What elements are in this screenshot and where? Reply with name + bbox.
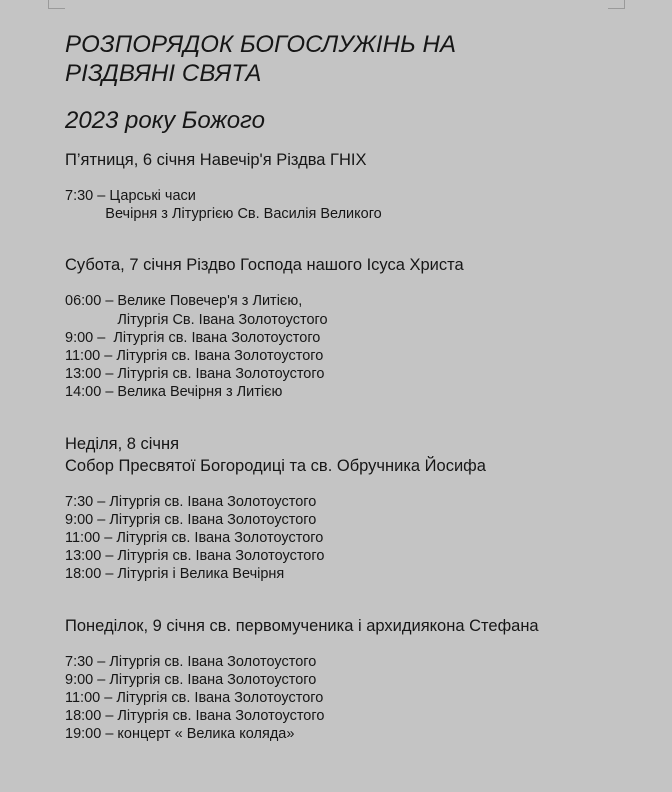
day-heading [65,433,655,477]
service-list [65,653,655,744]
service-list [65,493,655,584]
schedule-days [65,149,655,744]
service-entry: 9:00 – Літургія св. Івана Золотоустого [65,511,317,528]
service-entry: 9:00 – Літургія св. Івана Золотоустого [65,329,321,346]
service-entry: 11:00 – Літургія св. Івана Золотоустого [65,348,324,365]
page-corner-mark-left [48,0,65,9]
day-section [65,149,655,223]
service-entry: 7:30 – Літургія св. Івана Золотоустого [65,653,317,670]
day-section [65,433,655,584]
day-heading-line: Собор Пресвятої Богородиці та св. Обручника Йосифа [65,456,486,475]
service-entry: 13:00 – Літургія св. Івана Золотоустого [65,366,325,383]
day-heading-line: Субота, 7 січня Різдво Господа нашого Ісуса Христа [65,256,464,275]
service-entry: 19:00 – концерт « Велика коляда» [65,726,295,743]
document-page [65,30,655,744]
title-line-2: РІЗДВЯНІ СВЯТА [65,60,262,87]
day-heading-line: П’ятниця, 6 січня Навечір'я Різдва ГНІХ [65,151,367,169]
service-list [65,187,655,223]
service-entry: 11:00 – Літургія св. Івана Золотоустого [65,690,324,707]
service-entry: 14:00 – Велика Вечірня з Литією [65,384,283,401]
service-entry: 18:00 – Літургія св. Івана Золотоустого [65,708,325,725]
service-entry: 06:00 – Велике Повечер'я з Литією, [65,293,303,310]
service-entry: Літургія Св. Івана Золотоустого [65,311,328,328]
service-entry: 18:00 – Літургія і Велика Вечірня [65,566,285,583]
page-corner-mark-right [608,0,625,9]
document-subtitle: 2023 року Божого [65,107,265,134]
service-entry: Вечірня з Літургією Св. Василія Великого [65,206,382,223]
day-heading-line: Понеділок, 9 січня св. первомученика і архидиякона Стефана [65,616,539,635]
document-title [65,30,655,88]
day-section [65,615,655,744]
service-entry: 7:30 – Царські часи [65,188,196,204]
service-entry: 7:30 – Літургія св. Івана Золотоустого [65,493,317,510]
day-heading [65,615,655,637]
day-heading [65,254,655,276]
service-list [65,292,655,401]
service-entry: 9:00 – Літургія св. Івана Золотоустого [65,671,317,688]
day-section [65,254,655,401]
day-heading [65,149,655,171]
service-entry: 11:00 – Літургія св. Івана Золотоустого [65,530,324,547]
service-entry: 13:00 – Літургія св. Івана Золотоустого [65,548,325,565]
title-line-1: РОЗПОРЯДОК БОГОСЛУЖІНЬ НА [65,31,457,58]
day-heading-line: Неділя, 8 січня [65,434,180,453]
